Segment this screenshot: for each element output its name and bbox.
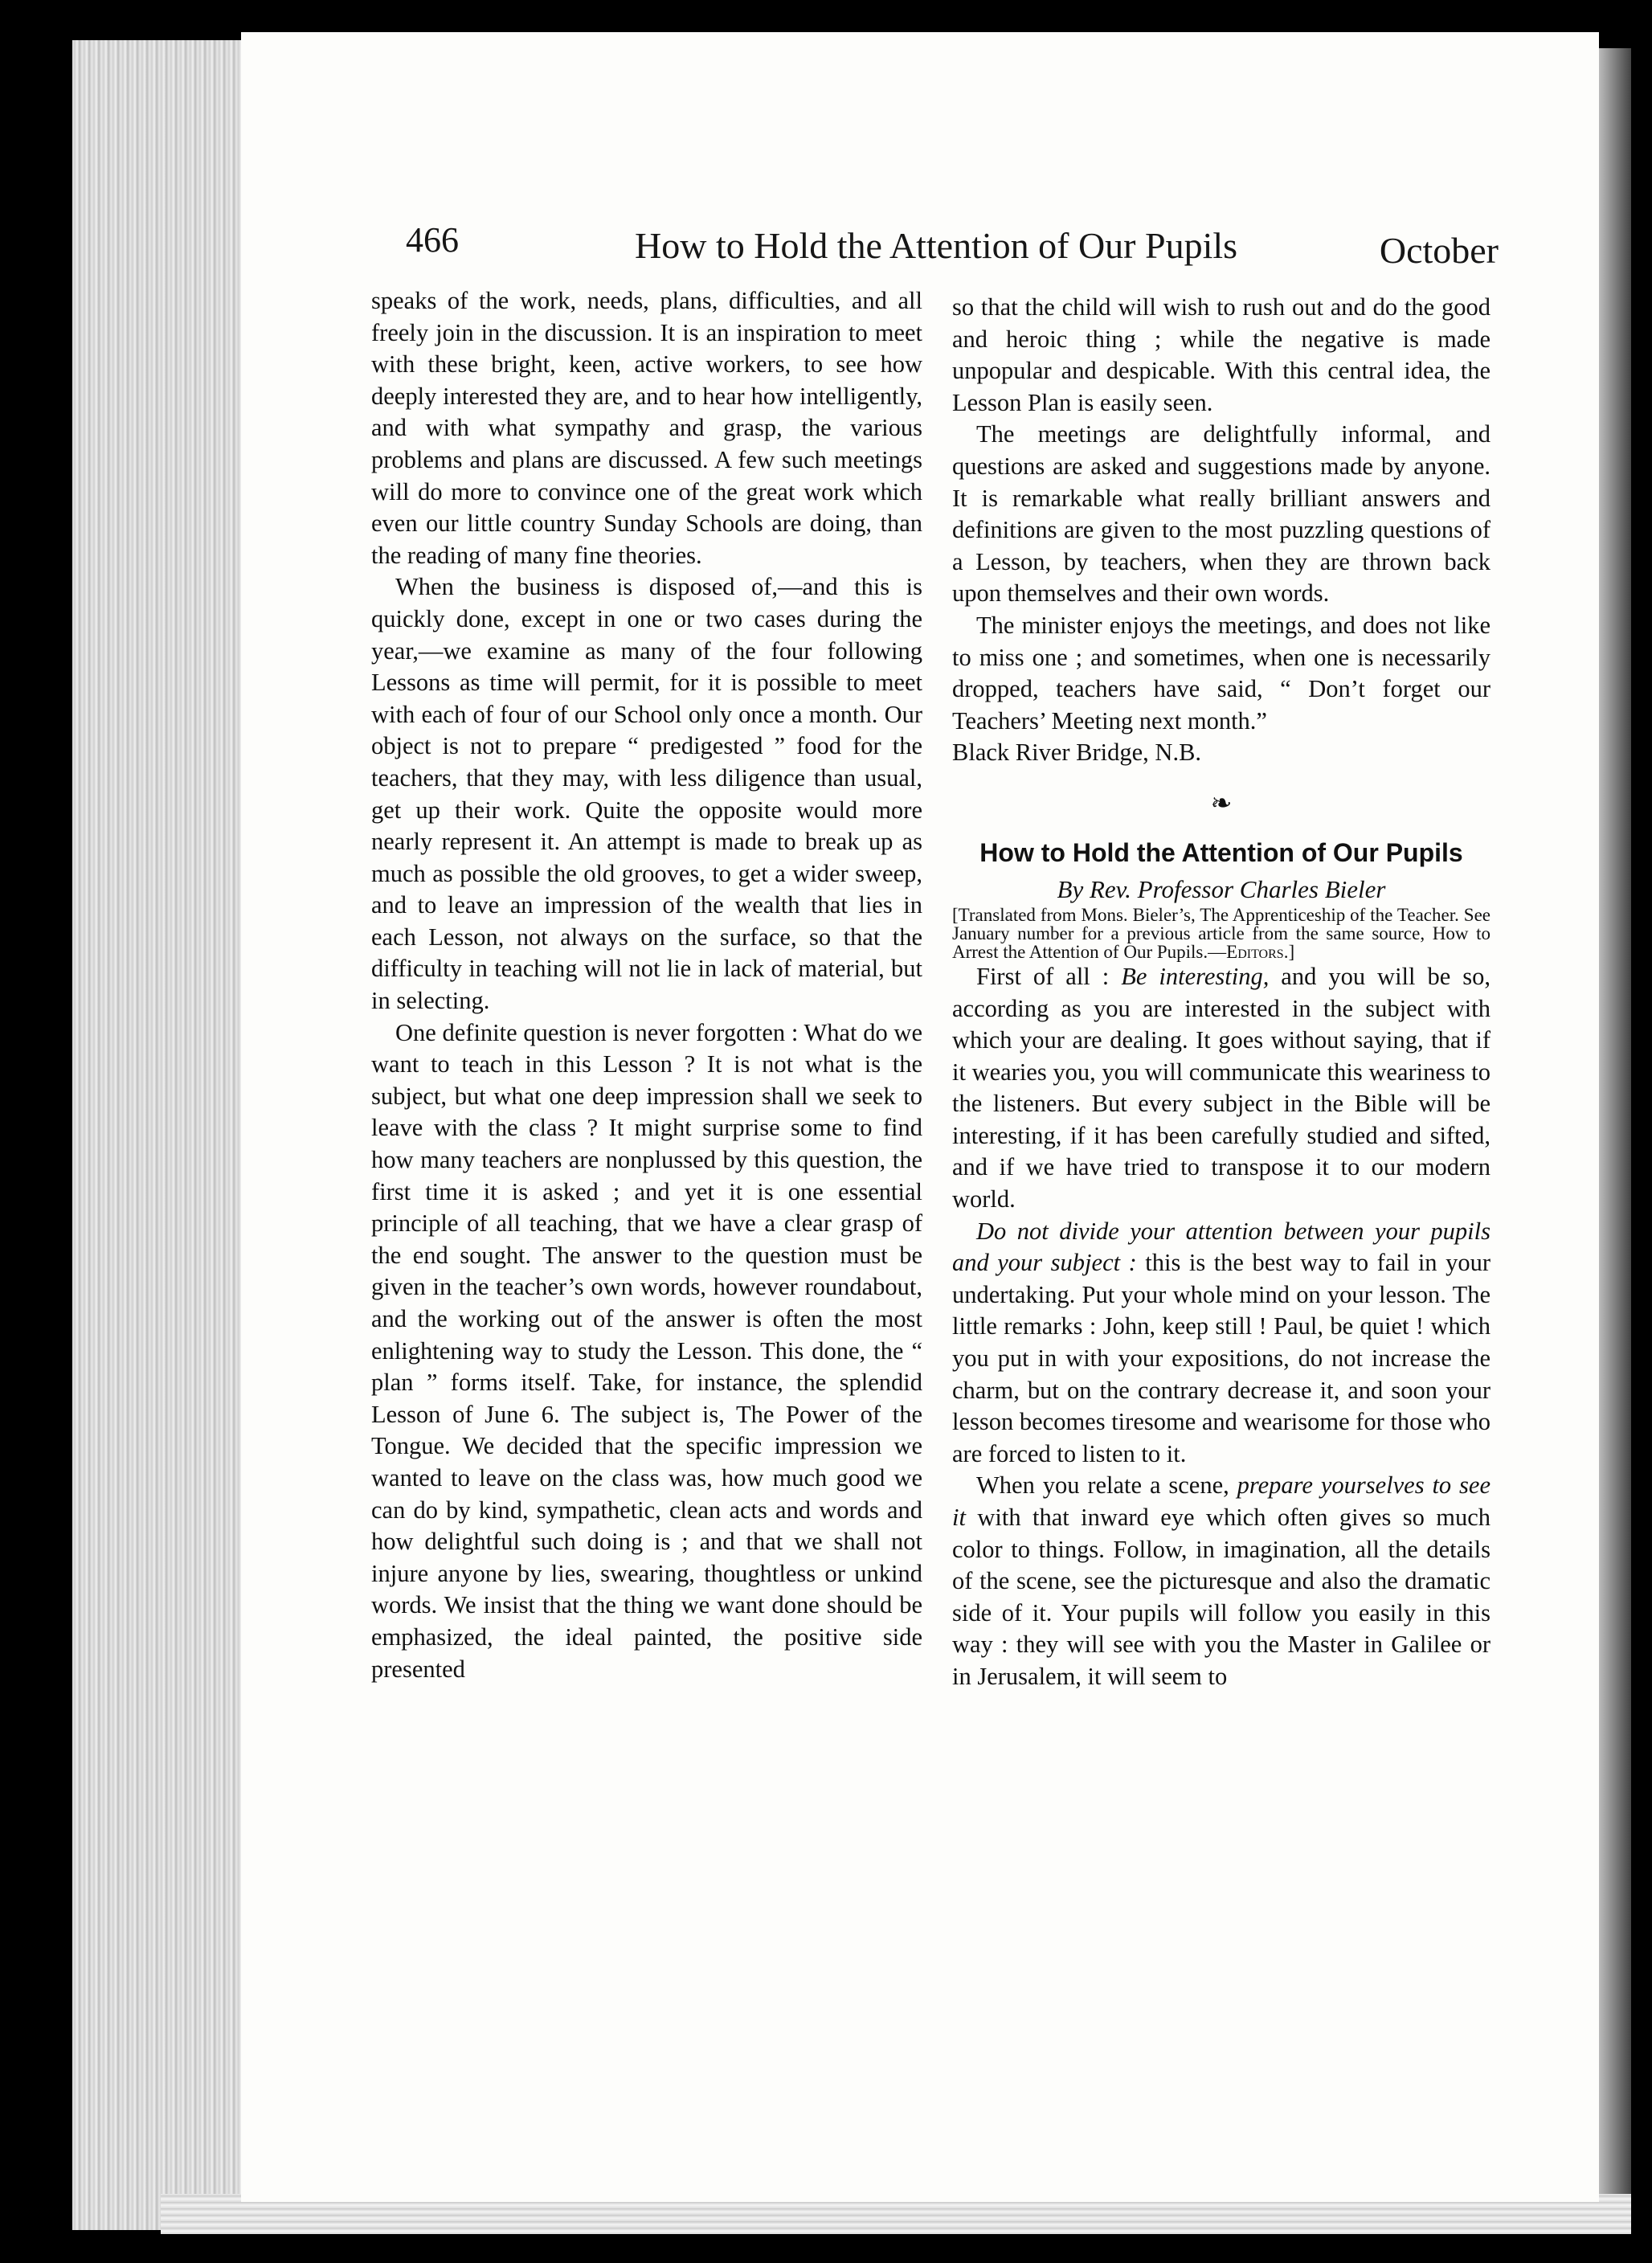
paragraph-text: this is the best way to fail in your undertaking. Put your whole mind on your lesson. The little remarks : John, keep still ! Paul, be quiet ! which you put in with your expositions, do not increase the charm, but on the contrary decrease it, and soon your lesson becomes tiresome and wearisome for those who are forced to listen to it. <box>952 1249 1490 1467</box>
signature-place: Black River Bridge, N.B. <box>952 739 1202 767</box>
paragraph: One definite question is never forgotten : What do we want to teach in this Lesson ? It is not what is the subject, but what one deep impression shall we seek to leave with the class ? It might surprise some to find how many teachers are nonplussed by this question, the first time it is asked ; and yet it is one essential principle of all teaching, that we have a clear grasp of the end sought. The answer to the question must be given in the teacher’s own words, however roundabout, and the working out of the answer is often the most enlightening way to study the Lesson. This done, the “ plan ” forms itself. Take, for instance, the splendid Lesson of June 6. The subject is, The Power of the Tongue. We decided that the specific impression we wanted to leave on the class was, how much good we can do by kind, sympathetic, clean acts and words and how delightful such doing is ; and that we shall not injure anyone by lies, swearing, thoughtless or unkind words. We insist that the thing we want done should be emphasized, the ideal painted, the positive side presented <box>371 1018 922 1683</box>
paragraph <box>952 1470 1490 1692</box>
paragraph-emphasis: Be interesting, <box>1121 962 1270 990</box>
editor-note <box>952 906 1490 961</box>
editor-note-signoff: Editors <box>1226 941 1284 962</box>
paragraph: speaks of the work, needs, plans, difficulties, and all freely join in the discussion. It is an inspiration to meet with these bright, keen, active workers, to see how deeply interested they are, and to hear how intelligently, and with what sympathy and grasp, the various problems and plans are discussed. A few such meetings will do more to convince one of the great work which even our little country Sunday Schools are doing, than the reading of many fine theories. <box>371 287 922 569</box>
book-page-edges <box>72 40 241 2230</box>
page-number: 466 <box>406 220 459 260</box>
editor-note-end: .] <box>1283 941 1295 962</box>
left-column <box>371 285 922 1685</box>
page-header <box>406 205 1499 269</box>
paragraph: The minister enjoys the meetings, and does not like to miss one ; and sometimes, when one is necessarily dropped, teachers have said, “ Don’t forget our Teachers’ Meeting next month.” <box>952 611 1490 735</box>
paragraph-lead: When you relate a scene, <box>976 1471 1237 1500</box>
paragraph: The meetings are delightfully informal, and questions are asked and suggestions made by anyone. It is remarkable what really brilliant answers and definitions are given to the most puzzling questions of a Lesson, by teachers, when they are thrown back upon themselves and their own words. <box>952 420 1490 608</box>
paragraph-emphasis: Do not divide your attention between your pupils and your subject : <box>952 1217 1490 1277</box>
paragraph: so that the child will wish to rush out and do the good and heroic thing ; while the negative is made unpopular and despicable. With this central idea, the Lesson Plan is easily seen. <box>952 293 1490 416</box>
paragraph-text: with that inward eye which often gives so much color to things. Follow, in imagination, all the details of the scene, see the picturesque and also the dramatic side of it. Your pupils will follow you easily in this way : they will see with you the Master in Galilee or in Jerusalem, it will seem to <box>952 1504 1490 1690</box>
paragraph-text: and you will be so, according as you are interested in the subject with which your are dealing. It goes without saying, that if it wearies you, you will communicate this weariness to the listeners. But every subject in the Bible will be interesting, if it has been carefully studied and sifted, and if we have tried to transpose it to our modern world. <box>952 962 1491 1213</box>
right-column <box>952 292 1490 1693</box>
article-title: How to Hold the Attention of Our Pupils <box>979 837 1463 867</box>
page-gutter-shadow <box>1599 48 1631 2194</box>
issue-month: October <box>1379 230 1499 271</box>
paragraph <box>952 961 1490 1216</box>
editor-note-text: [Translated from Mons. Bieler’s, The Apprenticeship of the Teacher. See January number for a previous article from the same source, How to Arrest the Attention of Our Pupils.— <box>952 904 1490 962</box>
paragraph: When the business is disposed of,—and this is quickly done, except in one or two cases during the year,—we examine as many of the four following Lessons as time will permit, for it is possible to meet with each of four of our School only once a month. Our object is not to prepare “ predigested ” food for the teachers, that they may, with less diligence than usual, get up their work. Quite the opposite would more nearly represent it. An attempt is made to break up as much as possible the old grooves, to get a wider sweep, and to leave an impression of the wealth that lies in each Lesson, not always on the surface, so that the difficulty in teaching will not lie in lack of material, but in selecting. <box>371 573 922 1015</box>
ornament-icon: ❧ <box>1210 788 1233 817</box>
article-byline: By Rev. Professor Charles Bieler <box>1057 874 1386 903</box>
paragraph-lead: First of all : <box>976 962 1122 990</box>
paragraph <box>952 1216 1490 1471</box>
paragraph-emphasis: prepare yourselves to see it <box>952 1471 1491 1531</box>
running-title: How to Hold the Attention of Our Pupils <box>635 225 1238 266</box>
